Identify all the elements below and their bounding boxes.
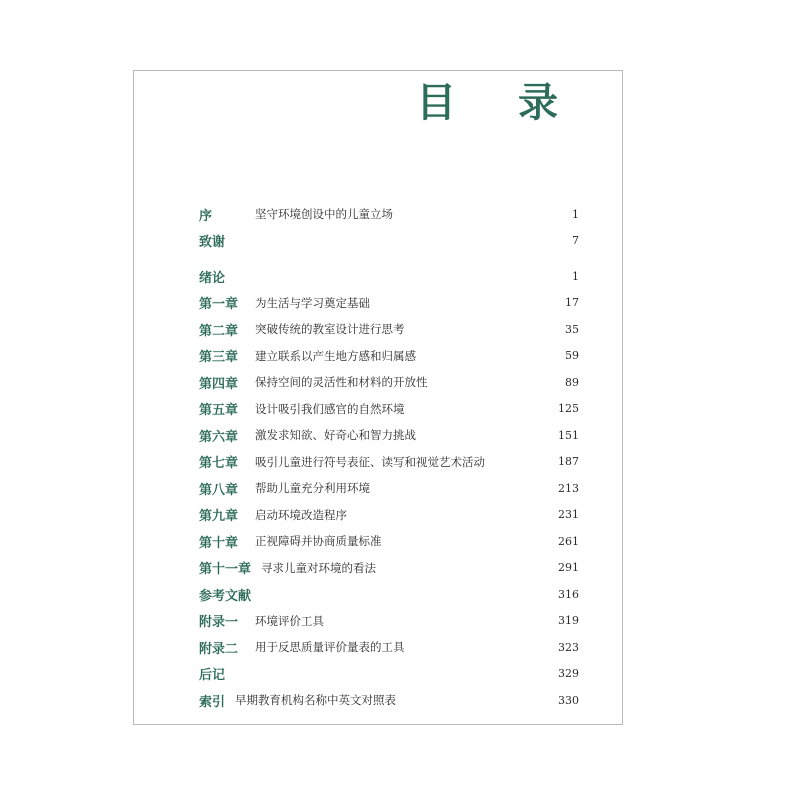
toc-entry-label: 第一章 (199, 297, 239, 313)
toc-entry-page: 213 (558, 481, 579, 495)
toc-entry-label: 附录二 (199, 641, 239, 657)
toc-entry-page: 125 (558, 402, 579, 416)
toc-entry-references (199, 581, 579, 608)
toc-entry-title: 帮助儿童充分利用环境 (255, 481, 370, 496)
toc-entry-title: 环境评价工具 (255, 613, 324, 628)
toc-entry-label: 第十一章 (199, 562, 252, 578)
toc-entry-title: 设计吸引我们感官的自然环境 (255, 401, 405, 416)
toc-entry-chapter-7 (199, 449, 579, 476)
toc-entry-chapter-6 (199, 422, 579, 449)
toc-entry-page: 261 (558, 534, 579, 548)
toc-entry-title: 坚守环境创设中的儿童立场 (255, 207, 393, 222)
toc-entry-chapter-8 (199, 475, 579, 502)
toc-entry-label: 序 (199, 208, 213, 224)
toc-entry-page: 7 (572, 234, 579, 248)
toc-entry-label: 绪论 (199, 270, 226, 286)
toc-entry-page: 291 (558, 561, 579, 575)
toc-entry-page: 151 (558, 428, 579, 442)
toc-entry-title: 突破传统的教室设计进行思考 (255, 322, 405, 337)
toc-entry-title: 建立联系以产生地方感和归属感 (255, 348, 416, 363)
toc-entry-page: 1 (572, 207, 579, 221)
toc-entry-page: 329 (558, 667, 579, 681)
toc-entry-introduction (199, 263, 579, 290)
toc-entry-label: 第七章 (199, 456, 239, 472)
toc-entry-title: 早期教育机构名称中英文对照表 (235, 693, 396, 708)
toc-entry-label: 第八章 (199, 482, 239, 498)
toc-entry-label: 附录一 (199, 615, 239, 631)
toc-entry-label: 参考文献 (199, 588, 252, 604)
toc-entry-page: 231 (558, 508, 579, 522)
toc-entry-appendix-2 (199, 634, 579, 661)
toc-entry-title: 为生活与学习奠定基础 (255, 295, 370, 310)
toc-entry-label: 第六章 (199, 429, 239, 445)
toc-entry-chapter-9 (199, 502, 579, 529)
toc-entry-page: 59 (565, 349, 579, 363)
toc-entry-label: 第十章 (199, 535, 239, 551)
book-page (133, 70, 623, 725)
toc-entry-appendix-1 (199, 608, 579, 635)
toc-entry-label: 致谢 (199, 235, 226, 251)
toc-entry-label: 第四章 (199, 376, 239, 392)
toc-entry-label: 第九章 (199, 509, 239, 525)
toc-entry-page: 330 (558, 693, 579, 707)
toc-entry-chapter-11 (199, 555, 579, 582)
toc-entry-page: 187 (558, 455, 579, 469)
toc-entry-chapter-1 (199, 290, 579, 317)
toc-entry-chapter-10 (199, 528, 579, 555)
toc-entry-page: 35 (565, 322, 579, 336)
toc-entry-page: 316 (558, 587, 579, 601)
toc-entry-title: 启动环境改造程序 (255, 507, 347, 522)
toc-entry-page: 323 (558, 640, 579, 654)
toc-entry-label: 后记 (199, 668, 226, 684)
toc-entry-label: 第二章 (199, 323, 239, 339)
toc-entry-title: 激发求知欲、好奇心和智力挑战 (255, 428, 416, 443)
toc-entry-label: 索引 (199, 694, 226, 710)
toc-entry-chapter-4 (199, 369, 579, 396)
toc-entry-preface (199, 201, 579, 228)
toc-entry-page: 17 (565, 296, 579, 310)
toc-entry-title: 保持空间的灵活性和材料的开放性 (255, 375, 428, 390)
toc-entry-page: 319 (558, 614, 579, 628)
toc-list (199, 201, 579, 714)
toc-entry-index (199, 687, 579, 714)
toc-entry-chapter-3 (199, 343, 579, 370)
toc-entry-afterword (199, 661, 579, 688)
toc-entry-chapter-2 (199, 316, 579, 343)
toc-entry-title: 寻求儿童对环境的看法 (261, 560, 376, 575)
toc-entry-chapter-5 (199, 396, 579, 423)
toc-entry-title: 吸引儿童进行符号表征、读写和视觉艺术活动 (255, 454, 485, 469)
toc-entry-page: 1 (572, 269, 579, 283)
toc-entry-label: 第五章 (199, 403, 239, 419)
toc-entry-title: 正视障碍并协商质量标准 (255, 534, 382, 549)
toc-entry-acknowledgements (199, 228, 579, 255)
toc-entry-label: 第三章 (199, 350, 239, 366)
toc-entry-title: 用于反思质量评价量表的工具 (255, 640, 405, 655)
toc-entry-page: 89 (565, 375, 579, 389)
page-title: 目 录 (416, 80, 582, 126)
